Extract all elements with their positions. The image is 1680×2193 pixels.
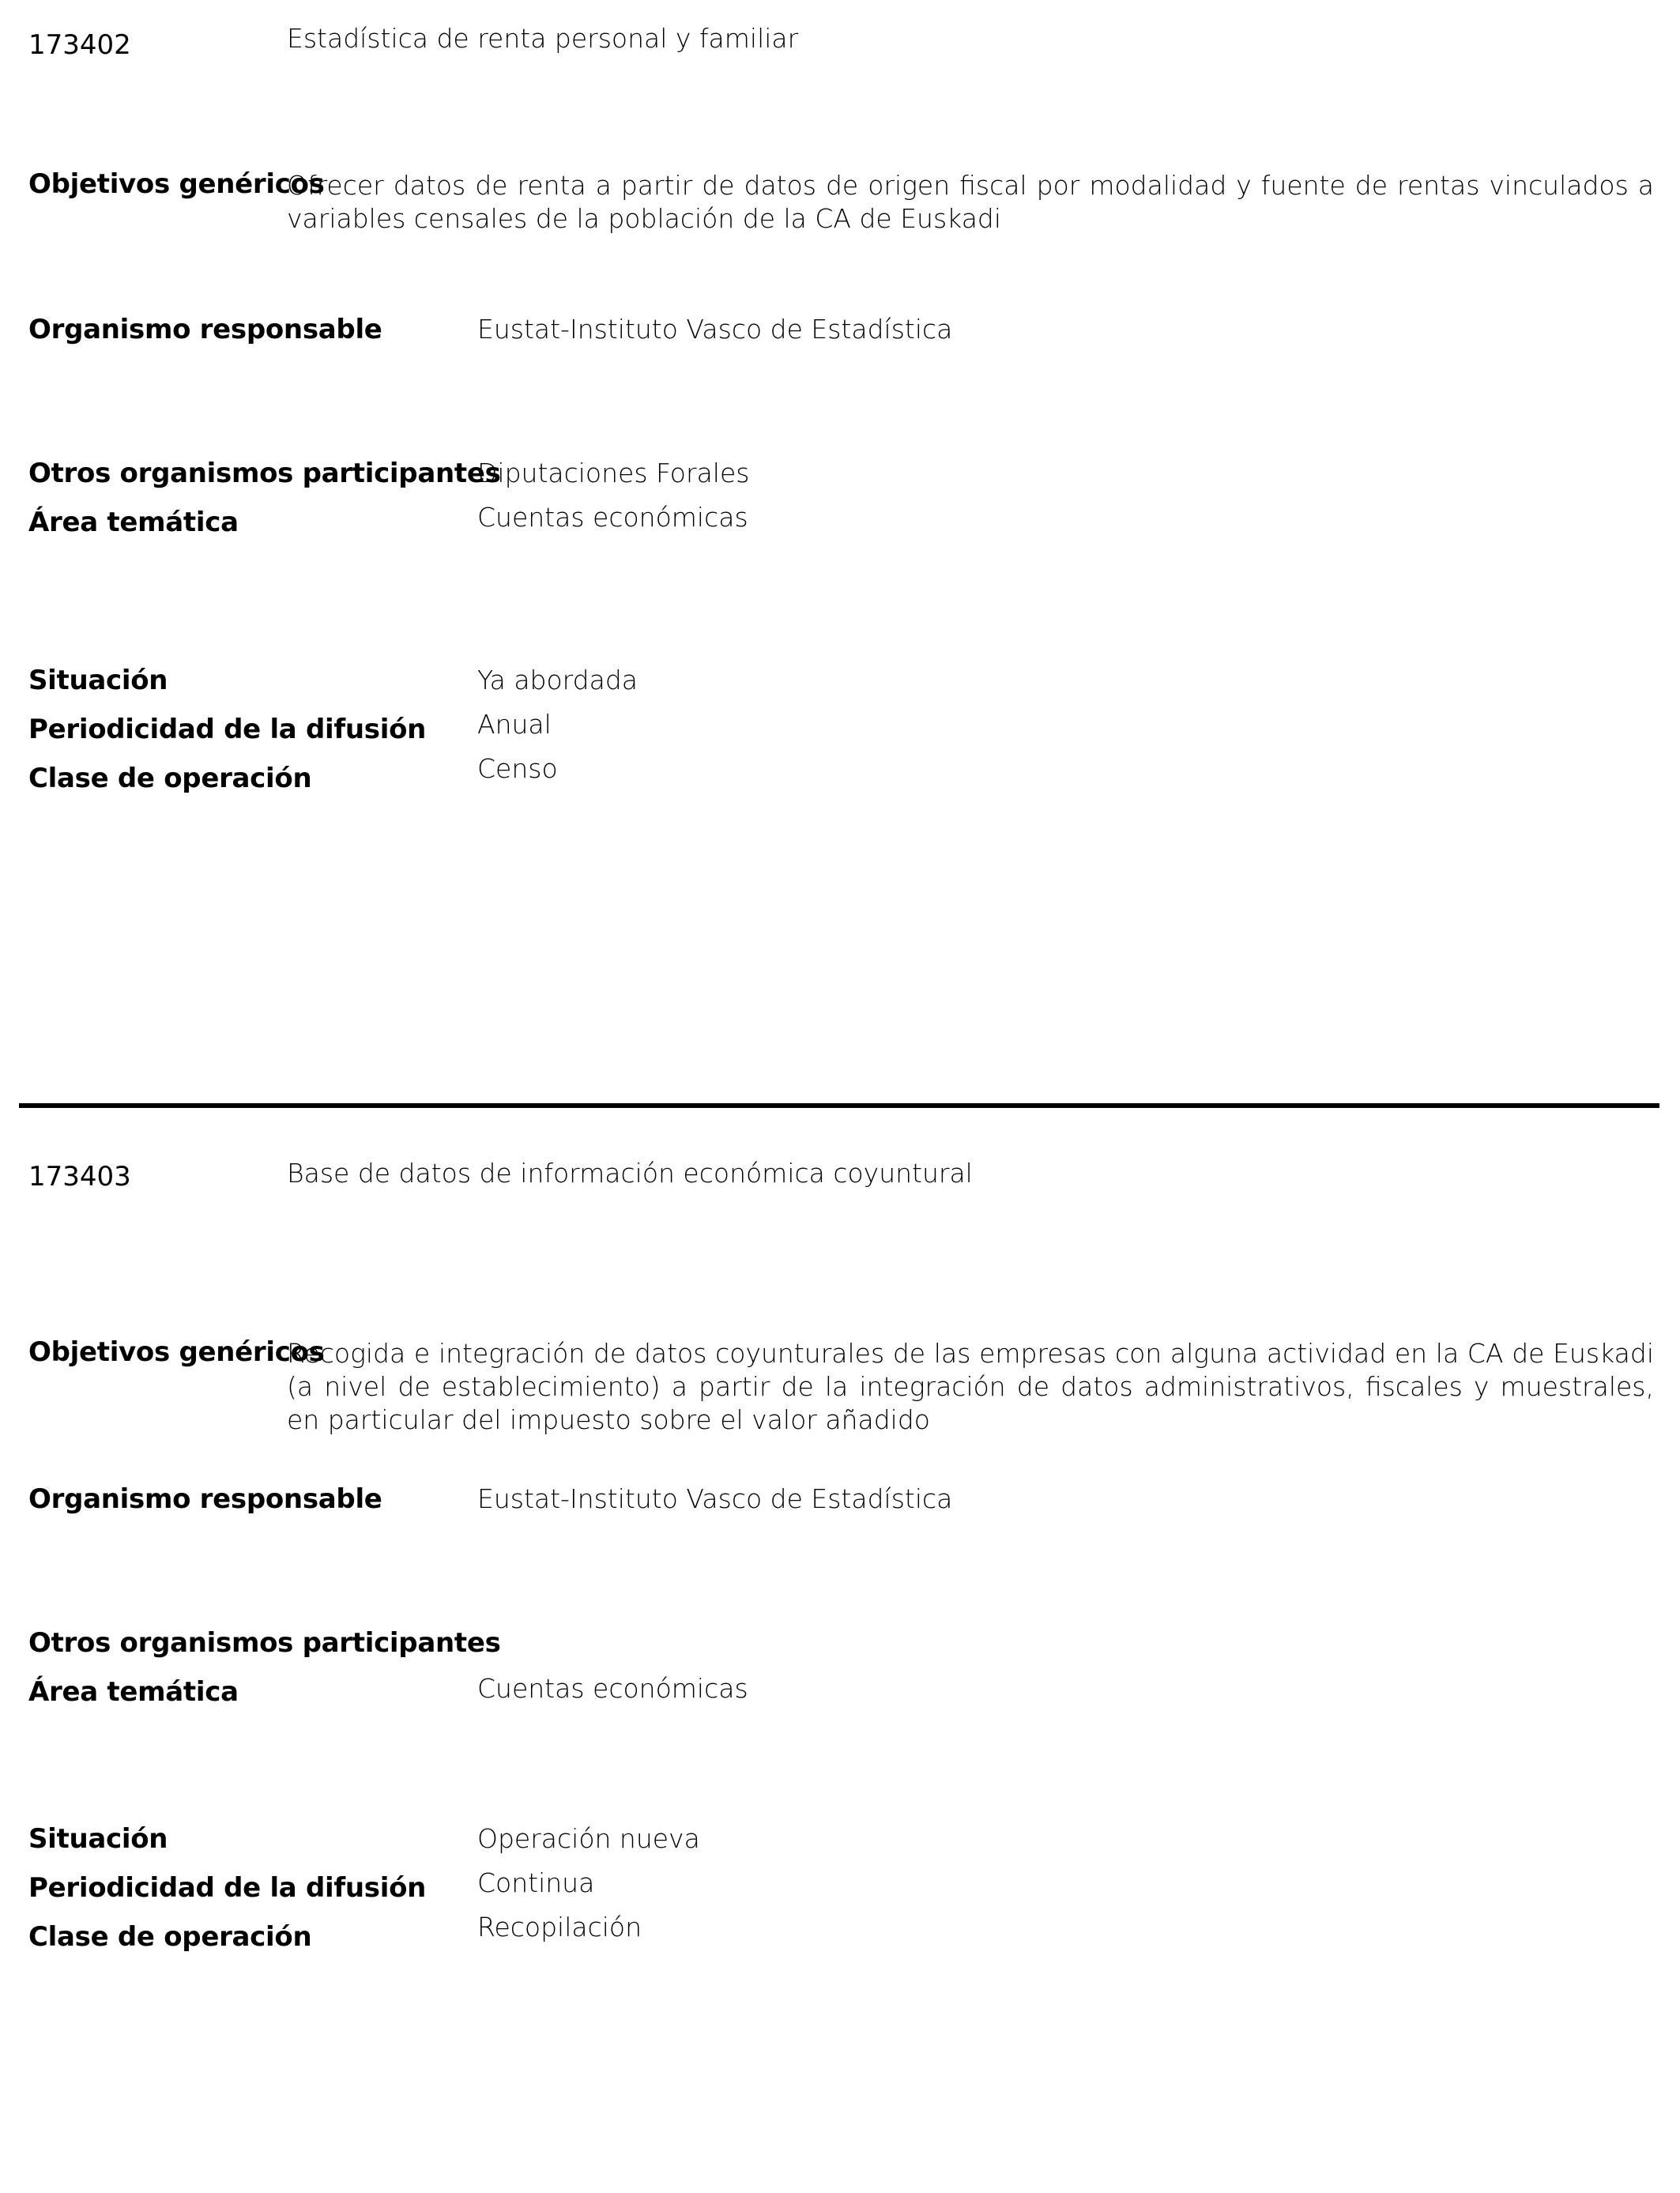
operation-title: Estadística de renta personal y familiar (287, 23, 799, 54)
clase-operacion-label: Clase de operación (28, 763, 312, 794)
situacion-label: Situación (28, 1823, 168, 1855)
area-tematica-value: Cuentas económicas (477, 1673, 748, 1704)
area-tematica-label: Área temática (28, 507, 239, 538)
organismo-label: Organismo responsable (28, 1483, 382, 1515)
operation-code: 173403 (28, 1161, 131, 1193)
situacion-label: Situación (28, 665, 168, 696)
objetivos-label: Objetivos genéricos (28, 168, 325, 200)
situacion-value: Ya abordada (477, 665, 638, 695)
area-tematica-value: Cuentas económicas (477, 502, 748, 533)
periodicidad-label: Periodicidad de la difusión (28, 714, 427, 745)
otros-organismos-value: Diputaciones Forales (477, 458, 750, 488)
operation-title: Base de datos de información económica coyuntural (287, 1158, 973, 1189)
clase-operacion-value: Recopilación (477, 1912, 642, 1942)
objetivos-text: Ofrecer datos de renta a partir de datos de origen fiscal por modalidad y fuente de rentas vinculados a variables censales de la población de la CA de Euskadi (287, 170, 1654, 234)
operation-code: 173402 (28, 29, 131, 61)
clase-operacion-value: Censo (477, 753, 558, 784)
periodicidad-value: Anual (477, 709, 552, 740)
clase-operacion-label: Clase de operación (28, 1921, 312, 1953)
organismo-value: Eustat-Instituto Vasco de Estadística (477, 314, 953, 345)
objetivos-label: Objetivos genéricos (28, 1336, 325, 1368)
otros-organismos-label: Otros organismos participantes (28, 1627, 501, 1659)
area-tematica-label: Área temática (28, 1676, 239, 1708)
otros-organismos-label: Otros organismos participantes (28, 458, 501, 489)
situacion-value: Operación nueva (477, 1823, 700, 1854)
periodicidad-value: Continua (477, 1867, 595, 1898)
organismo-label: Organismo responsable (28, 314, 382, 345)
objetivos-text: Recogida e integración de datos coyunturales de las empresas con alguna actividad en la CA de Euskadi (a nivel de establecimiento) a partir de la integración de datos administrativos, fiscales y muestrales, en particular del impuesto sobre el valor añadido (287, 1338, 1654, 1435)
periodicidad-label: Periodicidad de la difusión (28, 1872, 427, 1904)
organismo-value: Eustat-Instituto Vasco de Estadística (477, 1483, 953, 1514)
section-divider (19, 1103, 1659, 1108)
